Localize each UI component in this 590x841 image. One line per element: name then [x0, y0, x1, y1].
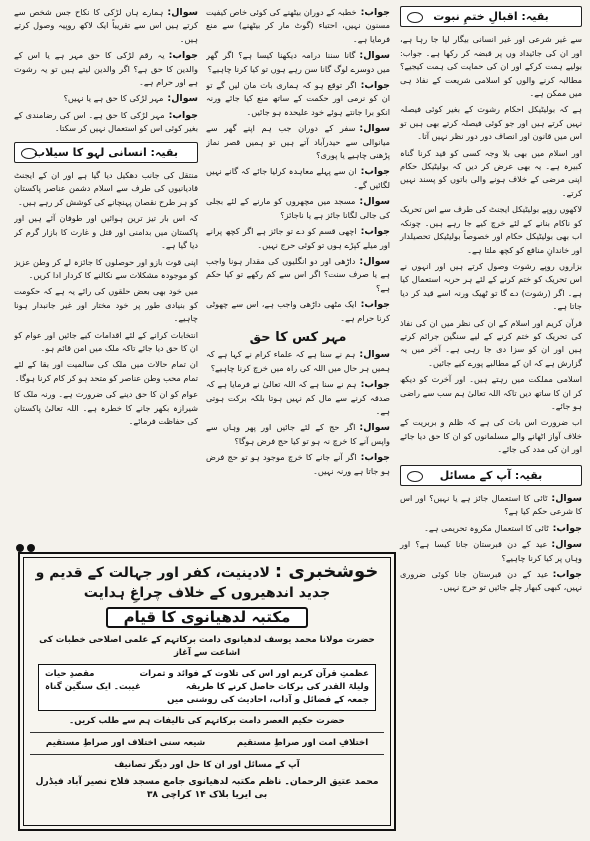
qa-item: جواب:ٹائی کا استعمال مکروہ تحریمی ہے۔ [424, 522, 582, 534]
qa-item: سوال:سفر کے دوران جب ہم اپنے گھر سے میانوالی سے حیدرآباد آتے ہیں تو ہمیں قصر نماز پڑھنی چاہیے یا پوری؟ [206, 123, 390, 161]
qa-item: جواب:اچھی قسم کو دے تو جائز ہے اگر کچھ پرانے اور میلے کپڑے ہوں تو کوئی حرج نہیں۔ [206, 226, 390, 250]
announcement-books: اختلافِ امت اور صراطِ مستقیم شیعہ سنی اختلاف اور صراطِ مستقیم [45, 738, 369, 748]
paragraph: اپنی قوت بازو اور حوصلوں کا جائزہ لے کر وطن عزیز کو موجودہ مشکلات سے نکالنے کا کردار ادا کریں۔ [14, 256, 198, 280]
paragraph: ان تمام حالات میں ملک کی سالمیت اور بقا کے لئے تمام محب وطن عناصر کو متحد ہو کر کام کرنا ہوگا۔ [14, 359, 198, 383]
announcement-intro: حضرت مولانا محمد یوسف لدھیانوی دامت برکاتہم کے علمی اصلاحی خطبات کی اشاعت سے آغاز [39, 635, 375, 658]
qa-item: سوال:گانا سننا درامہ دیکھنا کیسا ہے؟ اگر گھر میں دوسرے لوگ گانا سن رہے ہوں تو کیا کرنا چاہیے؟ [206, 50, 390, 74]
paragraph: میں خود بھی بعض حلقوں کی رائے یہ ہے کہ حکومت کو بنیادی طور پر خود مختار اور غیر جانبدار ہونا چاہیے۔ [14, 286, 198, 324]
list-item: عظمتِ قرآن کریم اور اس کی تلاوت کے فوائد و ثمرات مقصدِ حیات [45, 669, 369, 679]
announcement-heading: خوشخبری : لادینیت، کفر اور جہالت کے قدیم و جدید اندھیروں کے خلاف چراغِ ہدایت [35, 561, 379, 601]
continued-masail-title: بقیہ: آپ کے مسائل [400, 465, 582, 486]
announcement-footer: محمد عتیق الرحمان۔ ناظم مکتبہ لدھیانوی جامع مسجد فلاح نصیر آباد فیڈرل بی ایریا بلاک ۱۴ کراچی ۳۸ [35, 776, 379, 800]
title-ornament-icon [21, 148, 37, 159]
qa-item: سوال:عید کے دن قبرستان جانا کیسا ہے؟ اور وہاں پر کیا کرنا چاہیے؟ [400, 539, 582, 563]
qa-item: جواب:ان سے پہلے معاہدہ کرلیا جائے کہ گانے نہیں لگائیں گے۔ [206, 166, 390, 190]
title-ornament-icon [407, 12, 423, 23]
qa-item: جواب:ایک مٹھی داڑھی واجب ہے، اس سے چھوٹی کرنا حرام ہے۔ [206, 299, 390, 323]
paragraph: سے غیر شرعی اور غیر انسانی بیگار لیا جا رہا ہے، اور ان کی جائیداد وں پر قبضہ کر رکھا ہے۔ جواب: بولیے ہمت کرکے اور ان کی حمایت کی ہمت کیجیے؟ مطالبہ کرنے والوں کو اسلامی شریعت کے نفاذ ہی میں ممکن ہے۔ [400, 34, 582, 99]
paragraph: ہے کہ بولیٹیکل احکام رشوت کے بغیر کوئی فیصلہ نہیں کرتے ہیں اور جو کوئی فیصلہ کرتے بھی ہیں تو اس میں قانون اور انصاف دور دور نظر نہیں آتا۔ [400, 104, 582, 142]
ornament-dots-icon [16, 537, 42, 547]
qa-item: سوال:اگر حج کے لئے جائیں اور پھر وہاں سے واپس آنے کا خرچ نہ ہو تو کیا حج فرض ہوگا؟ [206, 422, 390, 446]
paragraph: اب ضرورت اس بات کی ہے کہ ظلم و بربریت کے خلاف آواز اٹھانے والے مسلمانوں کو ان کا حق دیا جائے اور ان کی مدد کی جائے۔ [400, 417, 582, 455]
list-item: ولیلۃ القدر کی برکات حاصل کرنے کا طریقہ غیبت۔ ایک سنگین گناہ [45, 682, 369, 692]
paragraph: کہ اس بار تیز ترین ہوائیں اور طوفان آئے ہیں اور پاکستان میں بدامنی اور قتل و غارت کا بازار گرم کر دیا گیا ہے۔ [14, 213, 198, 251]
section-heading: مہر کس کا حق [249, 329, 347, 345]
paragraph: منتقل کی جانب دھکیل دیا گیا ہے اور ان کے ایجنٹ قادیانیوں کی طرف سے اسلام دشمن عناصر پاکستان کو ہر طرح نقصان پہنچانے کی کوشش کر رہے ہیں۔ [14, 170, 198, 207]
qa-item: سوال:ہم نے سنا ہے کہ علماء کرام نے کہا ہے کہ ہمیں ہر حال میں اللہ کی راہ میں خرچ کرنا چاہیے؟ [206, 349, 390, 373]
column-3 [206, 6, 390, 546]
paragraph: اور اسلام میں بھی بلا وجہ کسی کو قید کرنا گناہ کبیرہ ہے۔ یہ بھی عرض کر دیں کہ بولیٹیکل حکام اپنی مرضی کے خلاف ہونے والی باتوں کو پسند نہیں کرتے۔ [400, 147, 582, 198]
paragraph: عوام کو ان کا حق دینے کی ضرورت ہے۔ ورنہ ملک کا شیرازہ بکھر جانے کا خطرہ ہے۔ اللہ تعالیٰ پاکستان کی حفاظت فرمائے۔ [14, 389, 198, 426]
title-ornament-icon [407, 471, 423, 482]
qa-item: جواب:ہم نے سنا ہے کہ اللہ تعالیٰ نے فرمایا ہے کہ صدقہ کرنے سے مال کم نہیں ہوتا بلکہ برکت ہوتی ہے۔ [206, 379, 390, 416]
announcement-box [18, 552, 396, 831]
announcement-line: حضرت حکیم العصر دامت برکاتہم کی تالیفات ہم سے طلب کریں۔ [69, 716, 345, 726]
qa-item: جواب:خطبہ کے دوران بیٹھنے کی کوئی خاص کیفیت مسنون نہیں، احتباء (گوٹ مار کر بیٹھنے) سے منع فرمایا ہے۔ [206, 7, 390, 44]
qa-item: جواب:اگر آنے جانے کا خرچ موجود ہو تو حج فرض ہو جاتا ہے ورنہ نہیں۔ [206, 452, 390, 476]
qa-item: سوال:ہمارے ہاں لڑکی کا نکاح جس شخص سے کرتے ہیں اس سے تقریباً ایک لاکھ روپیہ وصول کرتے ہیں۔ [14, 7, 198, 44]
qa-item: سوال:داڑھی اور دو انگلیوں کی مقدار ہونا واجب ہے یا صرف سنت؟ اگر اس سے کم رکھے تو کیا حکم ہے؟ [206, 255, 390, 293]
paragraph: قرآن کریم اور اسلام کے ان کی نظر میں ان کی نفاذ کی تحریک کو ختم کرنے کے لیے سنگین جرائم کرتے ہیں اور ان کو سزا دی جا رہی ہے۔ آخر میں یہ گزارش ہے کہ ان کے مطالبے پورے کیے جائیں۔ [400, 317, 582, 368]
paragraph: اسلامی مملکت میں رہتے ہیں۔ اور آخرت کو دیکھ کر ان کا ساتھ دیں تاکہ اللہ تعالیٰ ہم سب سے راضی ہو جائے۔ [400, 374, 582, 411]
qa-item: جواب:مہر لڑکی کا حق ہے۔ اس کی رضامندی کے بغیر کوئی اس کو استعمال نہیں کر سکتا۔ [14, 109, 198, 134]
publications-list [38, 664, 376, 711]
list-item: جمعہ کے فضائل و آداب، احادیث کی روشنی میں [167, 695, 369, 705]
paragraph: انتخابات کرانے کے لئے اقدامات کیے جائیں اور عوام کو ان کا حق دیا جائے تاکہ ملک میں امن قائم ہو۔ [14, 329, 198, 353]
qa-item: سوال:مہر لڑکی کا حق ہے یا نہیں؟ [63, 93, 198, 105]
qa-item: سوال:ٹائی کا استعمال جائز ہے یا نہیں؟ اور اس کا شرعی حکم کیا ہے؟ [400, 493, 582, 517]
qa-item: جواب:اگر توقع ہو کہ ہماری بات مان لیں گے تو ان کو نرمی اور حکمت کے ساتھ منع کیا جائے ورنہ انکو برا جانتے ہوئے خود علیحدہ ہو جائیں۔ [206, 80, 390, 117]
paragraph: لاکھوں روپے بولیٹیکل ایجنٹ کی طرف سے اس تحریک کو ناکام بنانے کے لئے خرچ کیے جا رہے ہیں۔ چونکہ اب بھی بولیٹیکل حکام اور خصوصاً بولیٹیکل تحصیلدار اور خاندانِ منافع کو کچھ ملتا ہے۔ [400, 204, 582, 255]
qa-item: سوال:مسجد میں مچھروں کو مارنے کے لئے بجلی کی جالی لگانا جائز ہے یا ناجائز؟ [206, 196, 390, 220]
maktaba-title: مکتبہ لدھیانوی کا قیام [106, 607, 309, 628]
divider [30, 754, 384, 755]
continued-article-title: بقیہ: اقبالِ ختمِ نبوت [400, 6, 582, 27]
announcement-line: آپ کے مسائل اور ان کا حل اور دیگر تصانیف [114, 760, 300, 770]
column-2 [14, 6, 198, 536]
qa-item: جواب:یہ رقم لڑکی کا حق مہر ہے یا اس کے والدین کا حق ہے؟ اگر والدین لیتے ہیں تو یہ رشوت ہے اور حرام ہے۔ [14, 50, 198, 88]
qa-item: جواب:عید کے دن قبرستان جانا کوئی ضروری نہیں، کبھی کبھار چلے جائیں تو حرج نہیں۔ [400, 569, 582, 593]
continued-article-title: بقیہ: انسانی لہو کا سیلاب [14, 142, 198, 163]
divider [30, 732, 384, 733]
column-1 [400, 6, 582, 598]
paragraph: بزاروں روپے رشوت وصول کرتے ہیں اور انہوں نے اس تحریک کو ختم کرنے کے لئے ہر حربہ استعمال کیا ہے۔ اگر (رشوت) دے گا تو ٹھیک ورنہ اسے قید کر دیا جاتا ہے۔ [400, 260, 582, 312]
